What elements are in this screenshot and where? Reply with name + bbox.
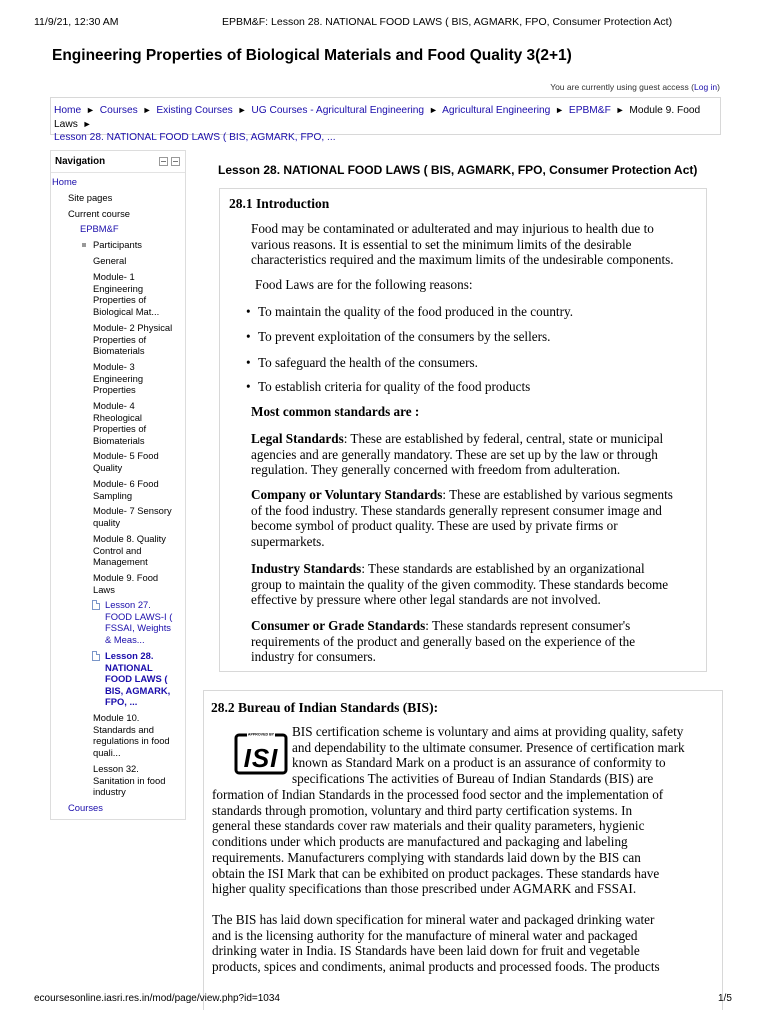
consumer-standards-paragraph <box>251 618 635 665</box>
login-close: ) <box>717 82 720 92</box>
text-line: requirements. Manufacturers complying with standards laid down by the BIS can <box>212 849 641 865</box>
text-line: drinking water in India. IS Standards have been laid down for fruit and vegetable <box>212 943 640 959</box>
nav-line: Lesson 32. <box>93 763 139 774</box>
navigation-block <box>50 150 186 820</box>
text-line: become symbol of product quality. These are used by private firms or <box>251 518 618 534</box>
nav-line: Lesson 28. <box>105 650 154 661</box>
nav-line: industry <box>93 786 126 797</box>
nav-line: Standards and <box>93 723 154 735</box>
nav-participants-label: Participants <box>93 239 142 250</box>
text-line: group to maintain the quality of the given commodity. These standards become <box>251 576 669 592</box>
nav-line: Biomaterials <box>93 345 145 356</box>
logo-caption: APPROVED BY <box>247 732 275 737</box>
text-line: formation of Indian Standards in the processed food sector and the implementation of <box>212 787 664 802</box>
nav-line: BIS, AGMARK, <box>105 684 171 696</box>
text-line: various reasons. It is essential to set the minimum limits of the desirable <box>251 236 632 252</box>
text-line: general these standards cover raw materials and their quality parameters, hygienic <box>212 818 645 834</box>
breadcrumb-ug-courses[interactable]: UG Courses - Agricultural Engineering <box>251 105 425 116</box>
nav-module-3[interactable] <box>93 361 143 396</box>
breadcrumb-module: Module 9. Food Laws <box>54 105 701 130</box>
text-line: : These are established by various segments <box>442 487 673 502</box>
nav-home[interactable]: Home <box>52 176 78 187</box>
list-item: • To establish criteria for quality of the food products <box>258 379 530 395</box>
list-item: • To safeguard the health of the consumers. <box>258 355 478 371</box>
bis-paragraph-wrap <box>292 724 715 787</box>
text-line: requirements of the product and generally based on the experience of the <box>251 633 636 649</box>
text-line: known as Standard Mark on a product is an assurance of conformity to <box>292 755 666 771</box>
page-icon <box>92 651 100 661</box>
bis-paragraph-full <box>212 787 717 897</box>
text-line: supermarkets. <box>251 534 325 550</box>
nav-line: Module- 4 <box>93 400 135 411</box>
nav-line: Module 9. Food <box>93 572 159 583</box>
nav-line: Control and <box>93 544 142 556</box>
breadcrumb-separator: ► <box>615 105 625 115</box>
nav-line: Module- 7 Sensory <box>93 505 172 516</box>
nav-module-10[interactable] <box>93 712 170 758</box>
nav-line: Quality <box>93 461 123 473</box>
nav-course-epbmf[interactable]: EPBM&F <box>80 223 119 234</box>
navigation-header <box>51 151 185 173</box>
nav-module-1[interactable] <box>93 271 159 317</box>
nav-line: Sanitation in food <box>93 774 166 786</box>
bullet-icon <box>82 243 86 247</box>
breadcrumb-separator: ► <box>428 105 438 115</box>
nav-lesson-28[interactable] <box>105 650 170 708</box>
breadcrumb-separator: ► <box>237 105 247 115</box>
nav-current-course[interactable]: Current course <box>68 208 131 219</box>
nav-line: Module- 5 Food <box>93 450 159 461</box>
text-line: obtain the ISI Mark that can be exhibited on product packages. These standards have <box>212 865 660 881</box>
nav-module-7[interactable] <box>93 505 172 528</box>
text-line: agencies and are generally mandatory. These are set up by the law or through <box>251 446 658 462</box>
nav-line: Biomaterials <box>93 434 145 446</box>
site-title: Engineering Properties of Biological Materials and Food Quality 3(2+1) <box>52 47 572 64</box>
industry-standards-paragraph <box>251 561 668 608</box>
term: Company or Voluntary Standards <box>251 487 443 502</box>
nav-module-4[interactable] <box>93 400 146 446</box>
print-page-number: 1/5 <box>718 993 732 1004</box>
breadcrumb <box>50 97 721 143</box>
nav-line: Properties <box>93 384 136 395</box>
nav-line: Biological Mat... <box>93 305 160 317</box>
list-item: • To prevent exploitation of the consumers by the sellers. <box>258 329 550 345</box>
nav-lesson-27-link[interactable] <box>105 599 172 645</box>
nav-line: Module- 6 Food <box>93 478 159 489</box>
text-line: of the food industry. These standards generally represent consumer image and <box>251 502 662 518</box>
text-line: regulation. They generally concerned with freedom from adulteration. <box>251 462 621 478</box>
list-item: • To maintain the quality of the food produced in the country. <box>258 304 573 320</box>
intro-paragraph <box>251 221 674 268</box>
text-line: conditions under which products are manufactured and packaging and labeling <box>212 834 628 850</box>
nav-site-pages[interactable]: Site pages <box>68 192 113 203</box>
company-standards-paragraph <box>251 487 673 550</box>
breadcrumb-agri-engineering[interactable]: Agricultural Engineering <box>442 105 551 116</box>
nav-line: FOOD LAWS ( <box>105 673 168 684</box>
logo-text: ISI <box>243 743 279 773</box>
text-line: : These standards represent consumer's <box>425 618 631 633</box>
login-link[interactable]: Log in <box>693 82 718 92</box>
nav-line: Module- 1 <box>93 271 135 282</box>
text-line: and is the licensing authority for the manufacture of mineral water and packaged <box>212 927 638 943</box>
page-icon <box>92 600 100 610</box>
term: Legal Standards <box>251 431 344 446</box>
nav-line: Properties of <box>93 423 147 434</box>
breadcrumb-separator: ► <box>555 105 565 115</box>
nav-line: Module 8. Quality <box>93 533 166 544</box>
nav-lesson-28-link[interactable] <box>105 650 170 707</box>
breadcrumb-lesson[interactable]: Lesson 28. NATIONAL FOOD LAWS ( BIS, AGMARK, FPO, ... <box>54 132 336 143</box>
nav-line: Laws <box>93 583 115 595</box>
text-line: : These standards are established by an organizational <box>361 561 645 576</box>
nav-module-6[interactable] <box>93 478 159 501</box>
isi-mark-logo <box>233 729 289 777</box>
nav-line: Rheological <box>93 411 142 423</box>
reasons-lead: Food Laws are for the following reasons: <box>255 277 473 292</box>
bis-paragraph-2 <box>212 912 717 975</box>
nav-line: Management <box>93 556 148 567</box>
term: Consumer or Grade Standards <box>251 618 426 633</box>
breadcrumb-separator: ► <box>142 105 152 115</box>
nav-line: Lesson 27. <box>105 599 151 610</box>
nav-module-2[interactable] <box>93 322 172 357</box>
text-line: specifications The activities of Bureau of Indian Standards (BIS) are <box>292 771 654 787</box>
nav-line: Sampling <box>93 489 133 501</box>
navigation-title: Navigation <box>55 156 106 167</box>
collapse-icon[interactable] <box>159 157 168 166</box>
breadcrumb-home[interactable]: Home <box>54 105 82 116</box>
text-line: higher quality specifications than those prescribed under AGMARK and FSSAI. <box>212 881 637 897</box>
term: Industry Standards <box>251 561 362 576</box>
nav-line: Module- 3 <box>93 361 135 372</box>
nav-line: Module- 2 Physical <box>93 322 173 333</box>
legal-standards-paragraph <box>251 431 663 478</box>
text-line: industry for consumers. <box>251 649 376 665</box>
section-heading: 28.2 Bureau of Indian Standards (BIS): <box>211 700 439 715</box>
text-line: and dependability to the ultimate consumer. Presence of certification mark <box>292 739 685 755</box>
breadcrumb-separator: ► <box>86 105 95 115</box>
text-line: The BIS has laid down specification for mineral water and packaged drinking water <box>212 912 655 927</box>
text-line: standards through promotion, voluntary and third party certification systems. In <box>212 802 633 818</box>
text-line: Food may be contaminated or adulterated and may injurious to health due to <box>251 221 654 236</box>
section-introduction <box>219 188 707 672</box>
nav-line: NATIONAL <box>105 661 153 673</box>
print-doc-title: EPBM&F: Lesson 28. NATIONAL FOOD LAWS ( BIS, AGMARK, FPO, Consumer Protection Act) <box>222 16 673 28</box>
nav-module-8[interactable] <box>93 533 166 568</box>
standards-heading: Most common standards are : <box>251 404 420 419</box>
nav-line: quali... <box>93 746 121 758</box>
nav-line: FOOD LAWS-I ( <box>105 610 173 622</box>
nav-module-9[interactable] <box>93 572 158 595</box>
nav-line: Engineering <box>93 372 144 384</box>
nav-line: FPO, ... <box>105 696 138 707</box>
nav-lesson-32[interactable] <box>93 763 165 798</box>
page-title: Lesson 28. NATIONAL FOOD LAWS ( BIS, AGMARK, FPO, Consumer Protection Act) <box>218 163 698 177</box>
nav-line: regulations in food <box>93 735 170 746</box>
text-line: characteristics required and the maximum limits of the undesirable components. <box>251 252 674 268</box>
nav-line: Properties of <box>93 294 147 305</box>
print-url: ecoursesonline.iasri.res.in/mod/page/view.php?id=1034 <box>34 993 280 1004</box>
nav-line: FSSAI, Weights <box>105 622 171 633</box>
breadcrumb-separator: ► <box>82 118 92 129</box>
nav-courses[interactable]: Courses <box>68 802 103 813</box>
nav-module-5[interactable] <box>93 450 159 473</box>
breadcrumb-existing-courses[interactable]: Existing Courses <box>156 105 233 116</box>
text-line: BIS certification scheme is voluntary and aims at providing quality, safety <box>292 724 684 739</box>
nav-lesson-27[interactable] <box>105 599 172 645</box>
nav-general[interactable]: General <box>93 255 127 266</box>
nav-line: Module 10. <box>93 712 140 723</box>
text-line: effective by pressure where other legal standards are not involved. <box>251 592 601 608</box>
text-line: products, spices and condiments, animal products and processed foods. The products <box>212 959 660 975</box>
text-line: : These are established by federal, central, state or municipal <box>343 431 664 446</box>
nav-participants[interactable] <box>93 239 142 250</box>
nav-line: quality <box>93 516 121 528</box>
section-heading: 28.1 Introduction <box>229 196 330 211</box>
nav-line: Properties of <box>93 333 147 345</box>
breadcrumb-course[interactable]: EPBM&F <box>568 105 611 116</box>
login-text: You are currently using guest access ( <box>550 82 694 92</box>
nav-line: Engineering <box>93 282 144 294</box>
login-info <box>550 82 720 92</box>
breadcrumb-courses[interactable]: Courses <box>99 105 138 116</box>
nav-line: & Meas... <box>105 633 145 645</box>
dock-icon[interactable] <box>171 157 180 166</box>
print-date: 11/9/21, 12:30 AM <box>34 16 119 28</box>
